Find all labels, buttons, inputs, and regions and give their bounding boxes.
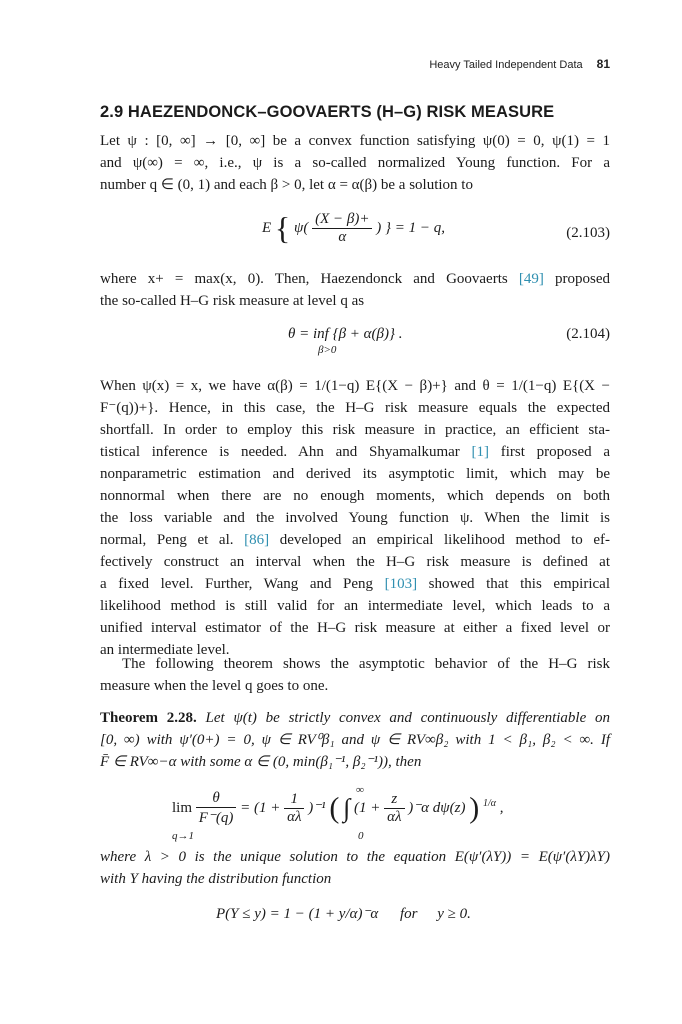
eq-exponent: 1/α — [482, 797, 496, 809]
text-line: the so-called H–G risk measure at level q as — [100, 293, 365, 309]
eq-part: , — [499, 799, 504, 816]
text-line: and ψ(∞) = ∞, i.e., ψ is a so-called normalized Young function. For a — [100, 155, 610, 171]
equation-number: (2.104) — [566, 326, 610, 342]
lim-operator: lim — [172, 799, 193, 816]
frac-numerator: z — [384, 791, 404, 809]
text-line: number q ∈ (0, 1) and each β > 0, let α = α(β) be a solution to — [100, 177, 473, 193]
running-title: Heavy Tailed Independent Data — [429, 59, 583, 71]
paragraph-intro — [100, 130, 610, 196]
eq-part: = (1 + — [240, 799, 281, 816]
text-line: The following theorem shows the asymptotic behavior of the H–G risk — [122, 656, 610, 672]
text-line: [0, ∞) with ψ′(0+) = 0, ψ ∈ RV⁰β₁ and ψ ∈ RV∞β₂ with 1 < β₁, β₂ < ∞. If — [100, 732, 610, 748]
paragraph-where — [100, 268, 610, 312]
eq-part: (1 + — [354, 799, 381, 816]
eq-fraction — [196, 790, 237, 827]
citation-link[interactable]: [103] — [384, 576, 418, 592]
eq-body: P(Y ≤ y) = 1 − (1 + y/α)⁻α — [216, 906, 379, 922]
citation-link[interactable]: [1] — [471, 444, 490, 460]
frac-denominator: αλ — [287, 809, 302, 825]
equation-limit — [172, 790, 503, 827]
left-brace: { — [274, 210, 291, 246]
text-line: F̄ ∈ RV∞−α with some α ∈ (0, min(β₁⁻¹, β₂⁻¹)), then — [100, 754, 422, 770]
right-paren: ) — [469, 791, 480, 825]
eq-rhs: ) } = 1 − q, — [376, 219, 445, 236]
section-title: 2.9 HAEZENDONCK–GOOVAERTS (H–G) RISK MEASURE — [100, 103, 555, 121]
text-line: fectively construct an interval when the H–G risk measure is defined at — [100, 554, 610, 570]
equation-2-103 — [262, 210, 445, 247]
eq-body: θ = inf {β + α(β)} . — [288, 326, 403, 342]
integral-lower: 0 — [358, 830, 364, 842]
frac-denominator: αλ — [387, 809, 402, 825]
inf-subscript: β>0 — [318, 344, 337, 356]
page-number: 81 — [596, 57, 610, 71]
integral-sign: ∫ — [343, 793, 351, 823]
citation-link[interactable]: [49] — [518, 271, 544, 287]
theorem-continuation — [100, 846, 610, 890]
frac-denominator: α — [338, 229, 347, 245]
text-line: where x+ = max(x, 0). Then, Haezendonck and Goovaerts [49] proposed — [100, 271, 610, 287]
text-line: shortfall. In order to employ this risk measure in practice, an efficient sta- — [100, 422, 610, 438]
eq-part: )⁻α dψ(z) — [408, 799, 466, 816]
eq-condition: y ≥ 0. — [437, 906, 471, 922]
text-line: where λ > 0 is the unique solution to the equation E(ψ′(λY)) = E(ψ′(λY)λY) — [100, 849, 610, 865]
paragraph-main — [100, 375, 610, 661]
citation-link[interactable]: [86] — [244, 532, 270, 548]
integral-upper: ∞ — [356, 784, 364, 796]
eq-fraction — [312, 211, 372, 246]
text-line: likelihood method is still valid for an intermediate level, which leads to a — [100, 598, 610, 614]
text-line: Let ψ : [0, ∞] → [0, ∞] be a convex function satisfying ψ(0) = 0, ψ(1) = 1 — [100, 133, 610, 149]
paragraph-theorem-intro — [100, 653, 610, 697]
eq-fraction — [384, 791, 404, 826]
eq-symbol: ψ( — [294, 219, 309, 236]
text-line: When ψ(x) = x, we have α(β) = 1/(1−q) E{(X − β)+} and θ = 1/(1−q) E{(X − — [100, 378, 610, 394]
theorem-2-28 — [100, 707, 610, 773]
frac-numerator: 1 — [284, 791, 304, 809]
text-line: an intermediate level. — [100, 642, 230, 658]
text-line: a fixed level. Further, Wang and Peng [103] showed that this empirical — [100, 576, 611, 592]
equation-2-104 — [288, 326, 403, 343]
text-line: tistical inference is needed. Ahn and Shyamalkumar [1] first proposed a — [100, 444, 611, 460]
text-line: with Y having the distribution function — [100, 871, 332, 887]
text-line: Let ψ(t) be strictly convex and continuously differentiable on — [205, 710, 611, 726]
text-line: unified interval estimator of the H–G risk measure at either a fixed level or — [100, 620, 610, 636]
text-line: measure when the level q goes to one. — [100, 678, 329, 694]
lim-subscript: q→1 — [172, 830, 194, 842]
equation-number: (2.103) — [566, 225, 610, 241]
equation-distribution — [216, 904, 471, 923]
text-line: nonnormal when there are no enough moments, which depends on both — [100, 488, 610, 504]
frac-numerator: θ — [196, 790, 237, 808]
theorem-label: Theorem 2.28. — [100, 710, 197, 726]
text-line: nonparametric estimation and derived its asymptotic limit, which may be — [100, 466, 610, 482]
frac-denominator: F⁻(q) — [198, 810, 234, 826]
eq-for: for — [399, 906, 418, 922]
eq-part: )⁻¹ — [308, 799, 326, 816]
eq-fraction — [284, 791, 304, 826]
frac-numerator: (X − β)+ — [312, 211, 372, 229]
text-line: the loss variable and the involved Young function ψ. When the limit is — [100, 510, 610, 526]
running-header — [429, 57, 610, 71]
text-line: normal, Peng et al. [86] developed an empirical likelihood method to ef- — [100, 532, 610, 548]
left-paren: ( — [329, 791, 340, 825]
text-line: F⁻(q))+}. Hence, in this case, the H–G risk measure equals the expected — [100, 400, 610, 416]
eq-symbol: E — [262, 219, 272, 236]
